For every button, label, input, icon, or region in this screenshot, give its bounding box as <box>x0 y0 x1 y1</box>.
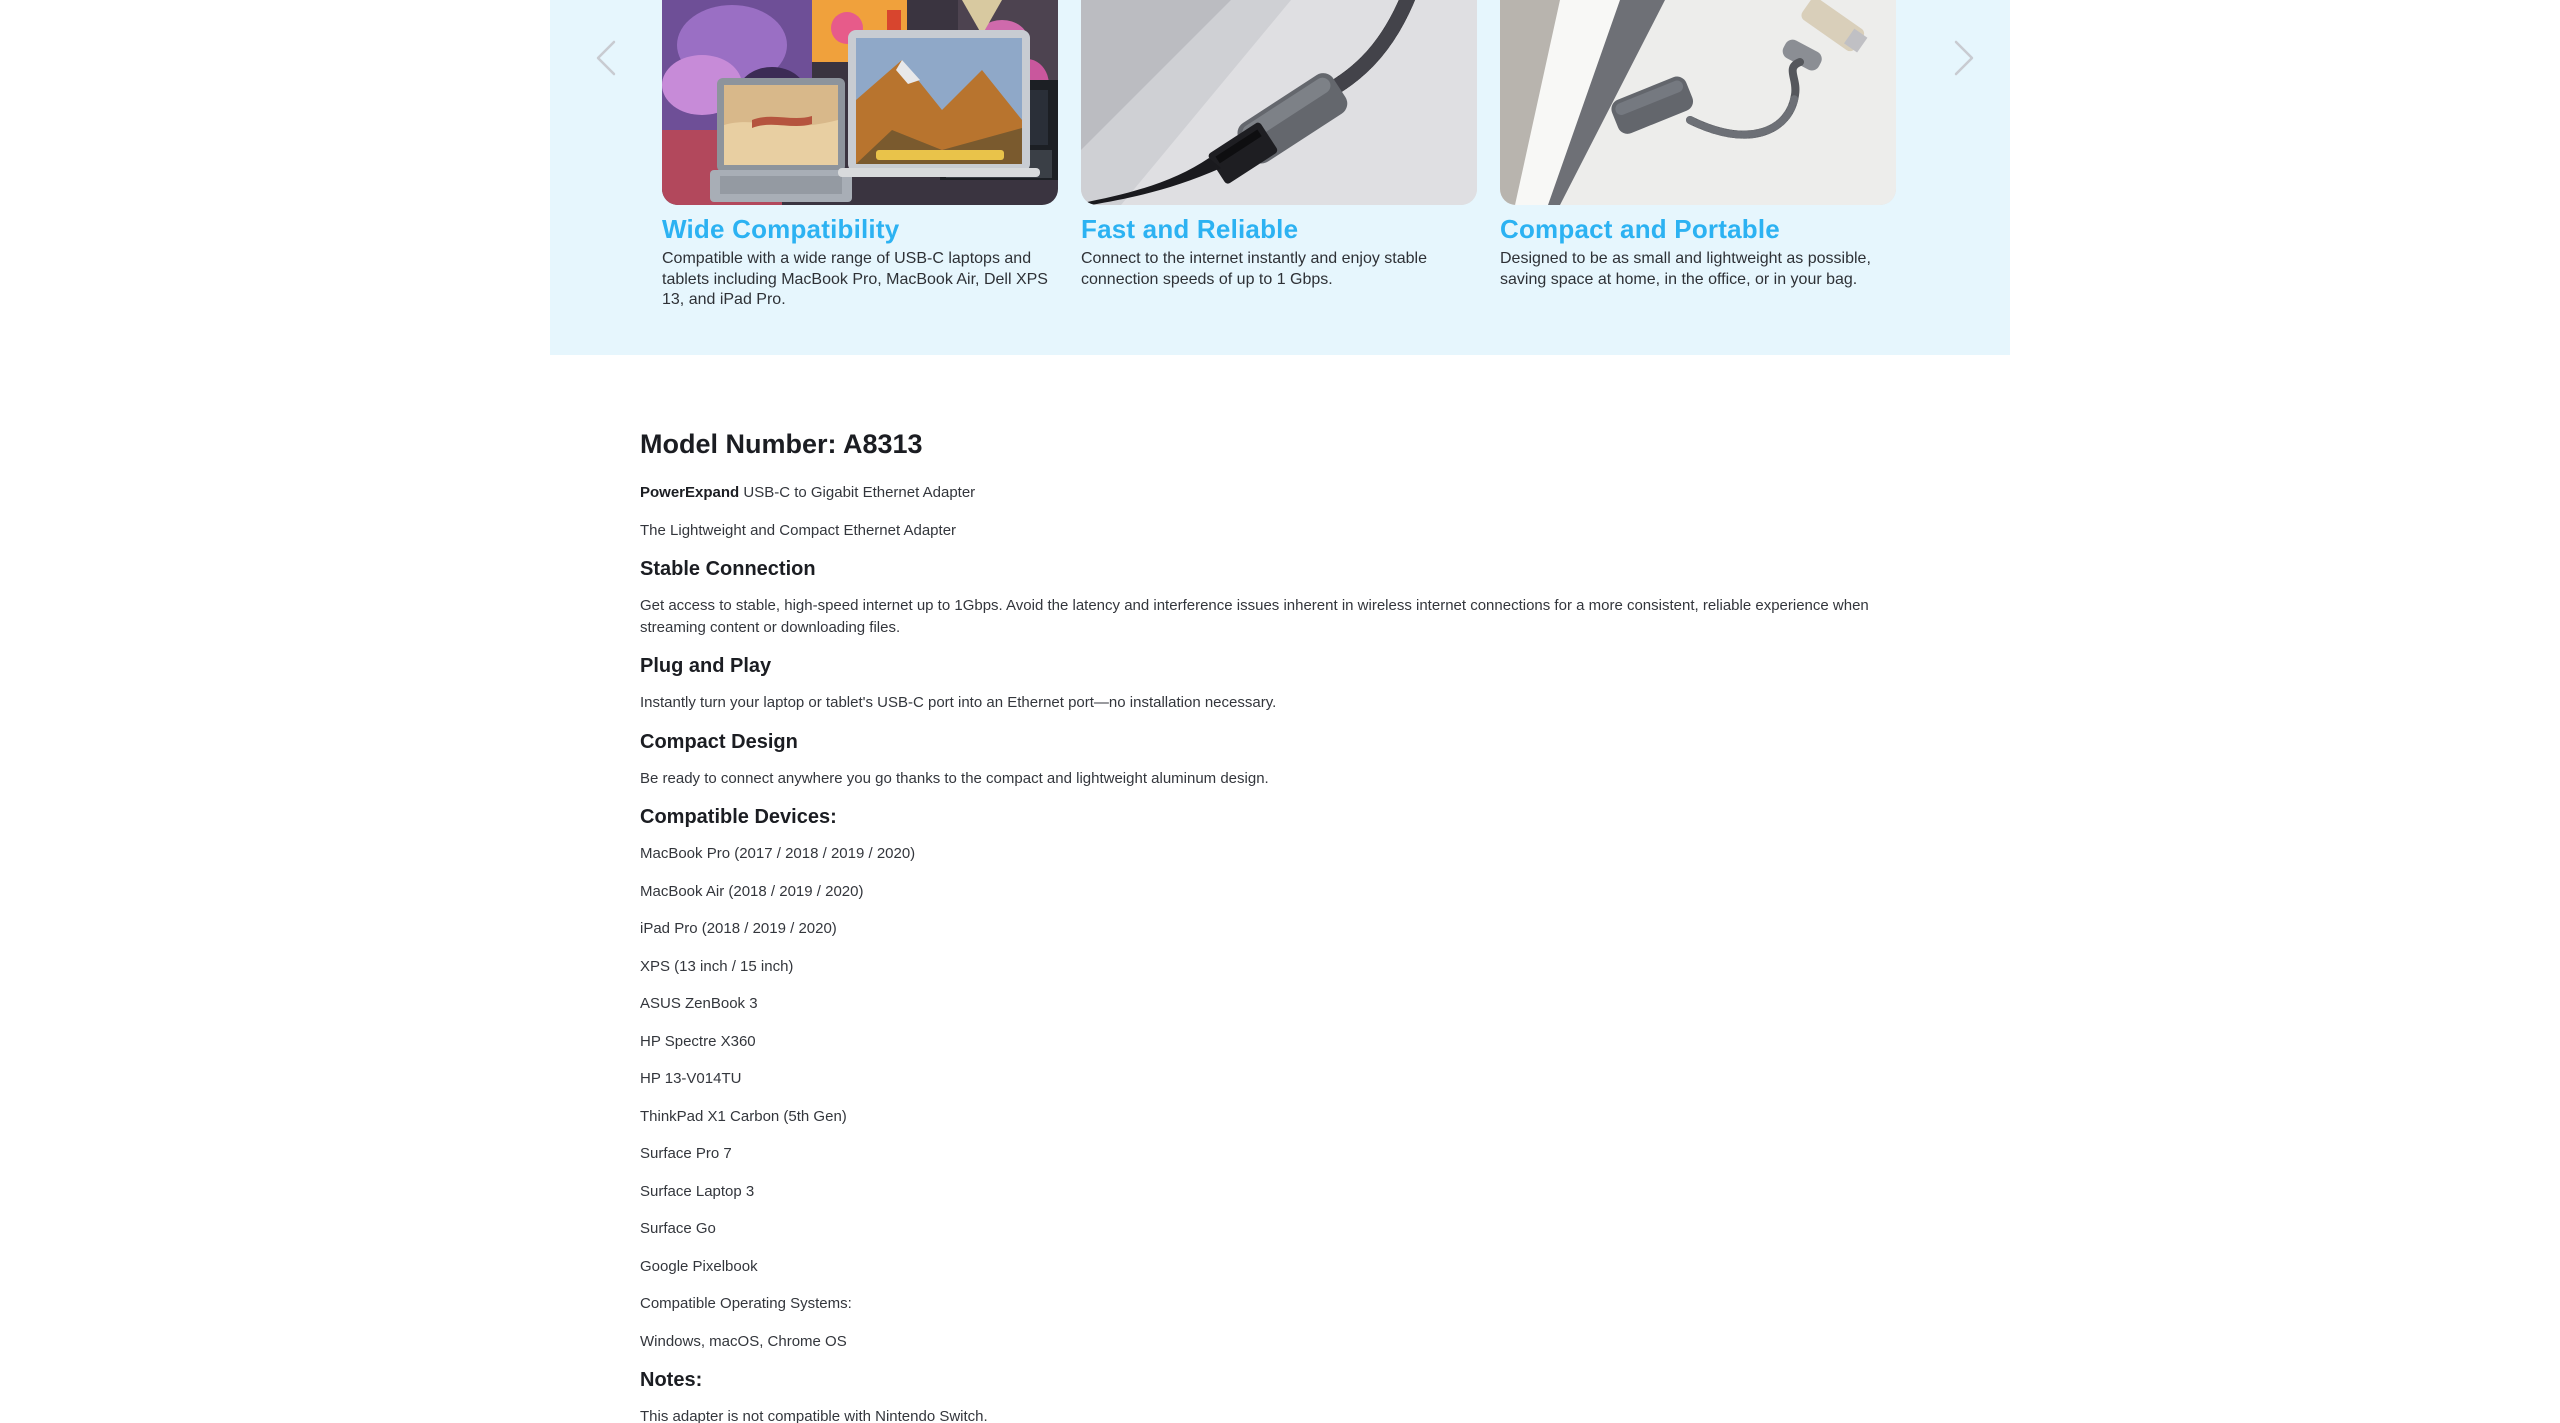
section-body-stable-connection: Get access to stable, high-speed internet up to 1Gbps. Avoid the latency and interference issues inherent in wireless internet connections for a more consistent, reliable experience when streaming content or downloading files. <box>640 597 1869 636</box>
feature-carousel <box>550 0 2010 355</box>
device-item: MacBook Air (2018 / 2019 / 2020) <box>640 882 864 900</box>
carousel-prev-button[interactable] <box>590 38 624 78</box>
os-value: Windows, macOS, Chrome OS <box>640 1332 847 1350</box>
product-description <box>640 428 1890 1423</box>
chevron-right-icon <box>1946 38 1980 78</box>
notes-body: This adapter is not compatible with Nintendo Switch. <box>640 1408 988 1423</box>
device-item: iPad Pro (2018 / 2019 / 2020) <box>640 920 837 937</box>
device-item: ASUS ZenBook 3 <box>640 995 758 1012</box>
device-item: Google Pixelbook <box>640 1257 758 1275</box>
card-description: Designed to be as small and lightweight as possible, saving space at home, in the office, or in your bag. <box>1500 250 1871 288</box>
os-label: Compatible Operating Systems: <box>640 1295 852 1312</box>
feature-card-fast-reliable <box>1081 0 1477 311</box>
feature-card-compact-portable <box>1500 0 1896 311</box>
tagline: The Lightweight and Compact Ethernet Adapter <box>640 521 957 539</box>
device-item: MacBook Pro (2017 / 2018 / 2019 / 2020) <box>640 845 916 862</box>
device-item: ThinkPad X1 Carbon (5th Gen) <box>640 1107 847 1125</box>
carousel-cards <box>662 0 1896 311</box>
brand-product: USB-C to Gigabit Ethernet Adapter <box>739 484 976 501</box>
section-body-plug-and-play: Instantly turn your laptop or tablet's USB-C port into an Ethernet port—no installation necessary. <box>640 694 1277 711</box>
adapter-desk-image <box>1500 0 1896 205</box>
section-body-compact-design: Be ready to connect anywhere you go thanks to the compact and lightweight aluminum design. <box>640 769 1269 787</box>
device-item: Surface Laptop 3 <box>640 1182 755 1200</box>
device-item: XPS (13 inch / 15 inch) <box>640 957 794 975</box>
carousel-next-button[interactable] <box>1946 38 1980 78</box>
laptops-collage-image <box>662 0 1058 205</box>
brand-name: PowerExpand <box>640 484 740 501</box>
section-heading-compact-design: Compact Design <box>640 730 798 753</box>
card-description: Connect to the internet instantly and enjoy stable connection speeds of up to 1 Gbps. <box>1081 250 1427 288</box>
compatible-devices-heading: Compatible Devices: <box>640 806 837 828</box>
model-number-heading: Model Number: A8313 <box>640 429 923 459</box>
brand-line <box>640 482 1890 504</box>
chevron-left-icon <box>590 38 624 78</box>
section-heading-stable-connection: Stable Connection <box>640 558 816 580</box>
card-title: Fast and Reliable <box>1081 214 1299 244</box>
card-description: Compatible with a wide range of USB-C laptops and tablets including MacBook Pro, MacBook Air, Dell XPS 13, and iPad Pro. <box>662 250 1048 308</box>
device-item: Surface Pro 7 <box>640 1145 732 1162</box>
card-title: Wide Compatibility <box>662 214 900 244</box>
device-item: Surface Go <box>640 1220 716 1237</box>
device-item: HP Spectre X360 <box>640 1032 756 1050</box>
notes-heading: Notes: <box>640 1369 703 1391</box>
adapter-ethernet-image <box>1081 0 1477 205</box>
card-title: Compact and Portable <box>1500 214 1780 244</box>
feature-card-wide-compatibility <box>662 0 1058 311</box>
section-heading-plug-and-play: Plug and Play <box>640 655 772 677</box>
device-item: HP 13-V014TU <box>640 1070 742 1087</box>
